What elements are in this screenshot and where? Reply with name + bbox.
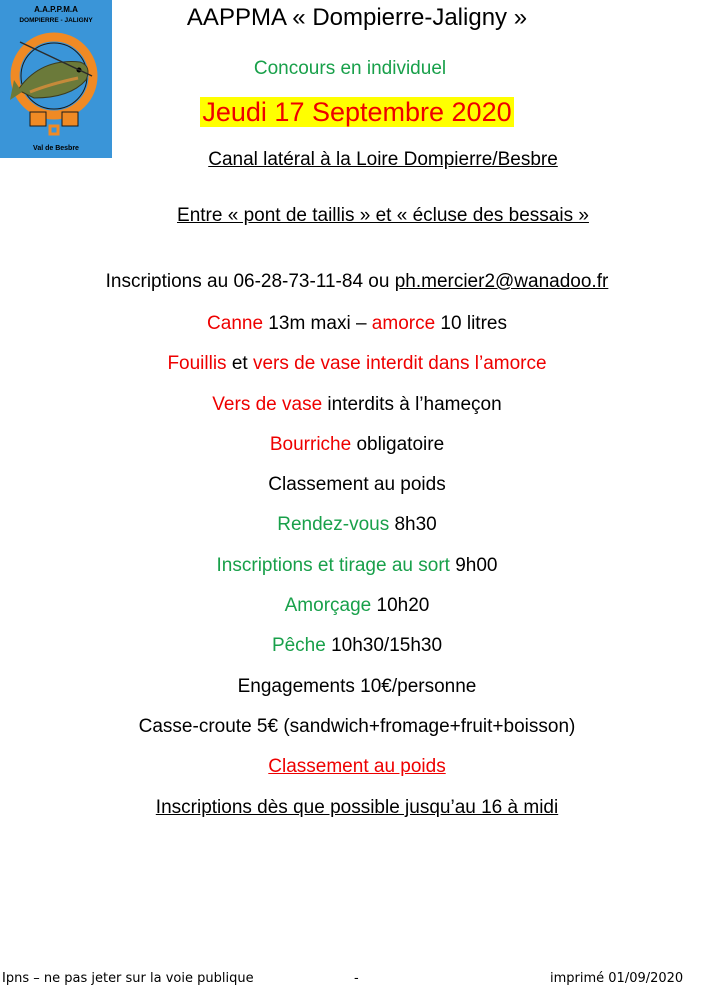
canne-value: 13m maxi – <box>263 313 372 334</box>
vers-line <box>0 394 714 416</box>
event-section: Entre « pont de taillis » et « écluse des bessais » <box>177 205 589 226</box>
competition-type: Concours en individuel <box>253 58 447 79</box>
registration-line <box>0 271 714 293</box>
logo-bottom-text: Val de Besbre <box>33 145 79 152</box>
logo-top-sub: DOMPIERRE - JALIGNY <box>19 17 93 24</box>
vers-label: Vers de vase <box>212 394 323 415</box>
classement-line: Classement au poids <box>268 474 446 495</box>
bourriche-line <box>0 434 714 456</box>
canne-label: Canne <box>207 313 264 334</box>
registration-text: Inscriptions au 06-28-73-11-84 ou <box>105 271 395 292</box>
bourriche-label: Bourriche <box>269 434 352 455</box>
footer-right: imprimé 01/09/2020 <box>550 971 684 986</box>
peche-line <box>0 635 714 657</box>
canne-line <box>0 313 714 335</box>
rdv-line <box>0 514 714 536</box>
classement-final-line: Classement au poids <box>268 756 446 777</box>
engagements-line: Engagements 10€/personne <box>237 676 477 697</box>
casse-croute-line: Casse-croute 5€ (sandwich+fromage+fruit+boisson) <box>138 716 576 737</box>
event-location: Canal latéral à la Loire Dompierre/Besbre <box>208 149 558 170</box>
vers-rest: interdits à l’hameçon <box>322 394 502 415</box>
amorcage-line <box>0 595 714 617</box>
fouillis-line <box>0 353 714 375</box>
bourriche-rest: obligatoire <box>351 434 445 455</box>
amorcage-time: 10h20 <box>371 595 430 616</box>
tirage-time: 9h00 <box>449 555 498 576</box>
registration-email-link[interactable]: ph.mercier2@wanadoo.fr <box>394 271 609 292</box>
fouillis-rest: vers de vase interdit dans l’amorce <box>252 353 547 374</box>
event-date: Jeudi 17 Septembre 2020 <box>202 97 512 127</box>
amorcage-label: Amorçage <box>284 595 372 616</box>
rdv-label: Rendez-vous <box>277 514 390 535</box>
rdv-time: 8h30 <box>389 514 437 535</box>
tirage-label: Inscriptions et tirage au sort <box>216 555 450 576</box>
page-title: AAPPMA « Dompierre-Jaligny » <box>186 4 528 31</box>
fouillis-label: Fouillis <box>167 353 227 374</box>
amorce-value: 10 litres <box>435 313 507 334</box>
footer-left: Ipns – ne pas jeter sur la voie publique <box>2 971 254 986</box>
footer-middle: - <box>354 971 359 986</box>
tirage-line <box>0 555 714 577</box>
logo-top-text: A.A.P.P.M.A <box>34 5 78 14</box>
fouillis-and: et <box>226 353 253 374</box>
peche-time: 10h30/15h30 <box>325 635 443 656</box>
deadline-line: Inscriptions dès que possible jusqu’au 16 à midi <box>155 797 559 818</box>
amorce-label: amorce <box>371 313 436 334</box>
peche-label: Pêche <box>271 635 326 656</box>
